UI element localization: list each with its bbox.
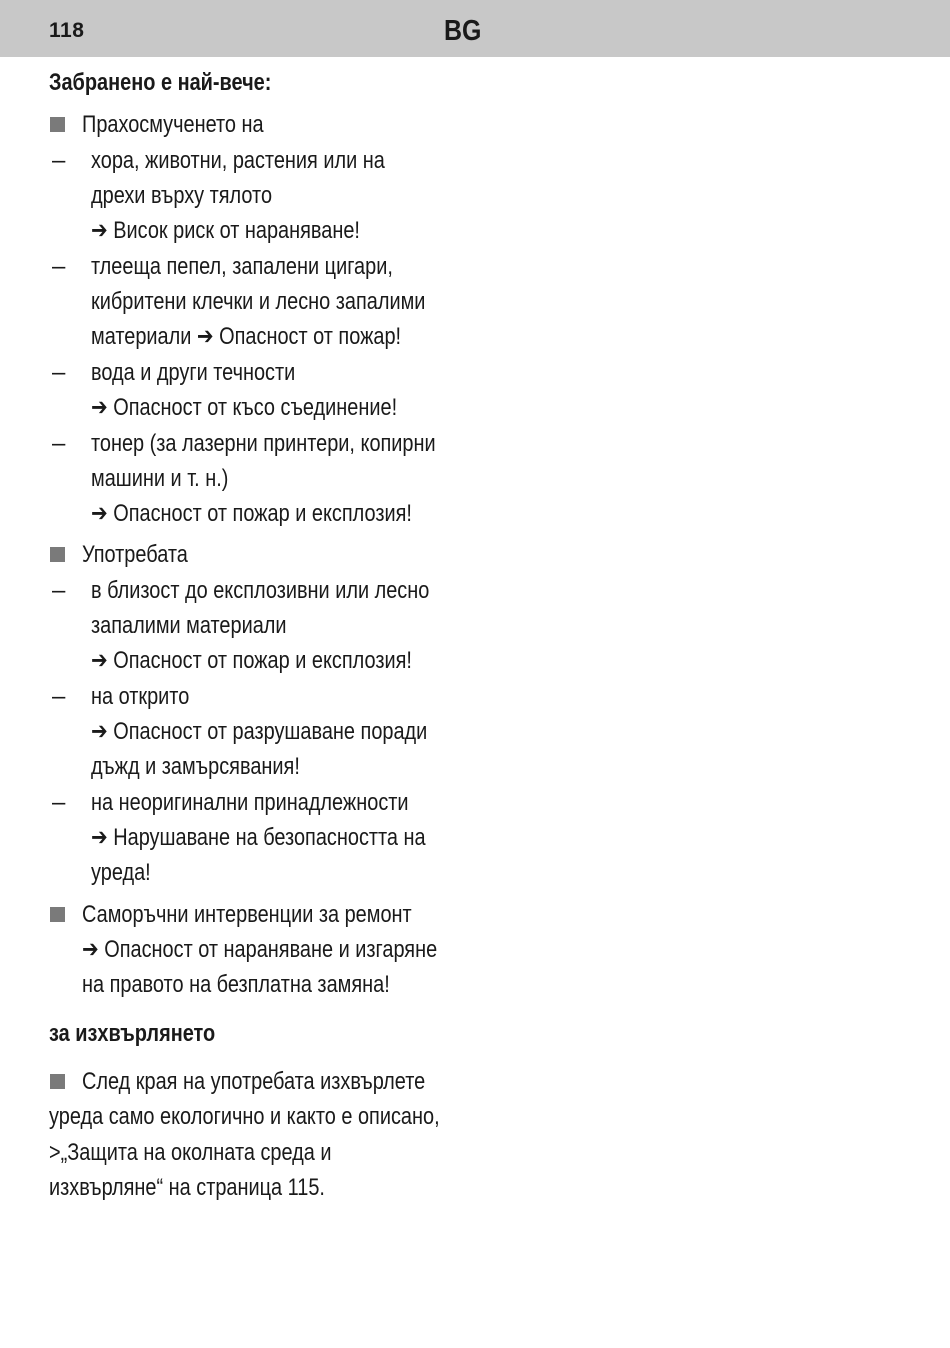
arrow-right-icon: ➔ (91, 718, 108, 745)
sub-item-line: в близост до експлозивни или лесно (91, 577, 430, 604)
consequence-text: Опасност от късо съединение! (113, 394, 398, 421)
list-item-label: Употребата (82, 541, 188, 568)
sub-item-text: материали (91, 323, 192, 350)
dash-bullet-icon: – (52, 359, 66, 386)
section-heading-forbidden: Забранено е най-вече: (49, 69, 272, 96)
paragraph-line: След края на употребата изхвърлете (82, 1068, 426, 1095)
cross-reference-link[interactable]: >„Защита на околната среда и (49, 1139, 332, 1166)
dash-bullet-icon: – (52, 147, 66, 174)
arrow-right-icon: ➔ (196, 323, 214, 350)
consequence-line (91, 717, 427, 747)
sub-item-line: на открито (91, 683, 190, 710)
sub-item-line: кибритени клечки и лесно запалими (91, 288, 426, 315)
consequence-text: Опасност от нараняване и изгаряне (104, 936, 438, 963)
consequence-line: уреда! (91, 859, 151, 886)
consequence-text: Опасност от пожар! (219, 323, 402, 350)
sub-item-line: дрехи върху тялото (91, 182, 273, 209)
square-bullet-icon (50, 907, 65, 922)
arrow-right-icon: ➔ (91, 824, 108, 851)
sub-item-line: хора, животни, растения или на (91, 147, 385, 174)
paragraph-line: уреда само екологично и както е описано, (49, 1103, 440, 1130)
dash-bullet-icon: – (52, 577, 66, 604)
paragraph-line: изхвърляне“ на страница 115. (49, 1174, 325, 1201)
arrow-right-icon: ➔ (91, 647, 108, 674)
dash-bullet-icon: – (52, 789, 66, 816)
square-bullet-icon (50, 1074, 65, 1089)
consequence-text: Нарушаване на безопасността на (113, 824, 426, 851)
consequence-line (91, 646, 412, 676)
arrow-right-icon: ➔ (91, 500, 108, 527)
language-code: BG (444, 15, 482, 47)
list-item-label: Прахосмученето на (82, 111, 264, 138)
page-header (0, 0, 950, 57)
consequence-line (91, 393, 397, 423)
sub-item-line: вода и други течности (91, 359, 296, 386)
square-bullet-icon (50, 547, 65, 562)
arrow-right-icon: ➔ (91, 217, 108, 244)
dash-bullet-icon: – (52, 253, 66, 280)
list-item-label: Саморъчни интервенции за ремонт (82, 901, 412, 928)
sub-item-line: машини и т. н.) (91, 465, 229, 492)
consequence-line (91, 823, 426, 853)
consequence-line (91, 216, 360, 246)
consequence-line (91, 322, 401, 352)
sub-item-line: запалими материали (91, 612, 287, 639)
sub-item-line: тлееща пепел, запалени цигари, (91, 253, 393, 280)
square-bullet-icon (50, 117, 65, 132)
dash-bullet-icon: – (52, 683, 66, 710)
consequence-text: Висок риск от нараняване! (113, 217, 360, 244)
dash-bullet-icon: – (52, 430, 66, 457)
consequence-line (82, 935, 437, 965)
consequence-text: Опасност от разрушаване поради (113, 718, 428, 745)
arrow-right-icon: ➔ (91, 394, 108, 421)
consequence-line: дъжд и замърсявания! (91, 753, 300, 780)
consequence-line (91, 499, 412, 529)
page-number: 118 (49, 19, 85, 42)
sub-item-line: тонер (за лазерни принтери, копирни (91, 430, 436, 457)
consequence-text: Опасност от пожар и експлозия! (113, 500, 412, 527)
consequence-text: Опасност от пожар и експлозия! (113, 647, 412, 674)
consequence-line: на правото на безплатна замяна! (82, 971, 390, 998)
section-heading-disposal: за изхвърлянето (49, 1020, 216, 1047)
arrow-right-icon: ➔ (82, 936, 99, 963)
sub-item-line: на неоригинални принадлежности (91, 789, 409, 816)
